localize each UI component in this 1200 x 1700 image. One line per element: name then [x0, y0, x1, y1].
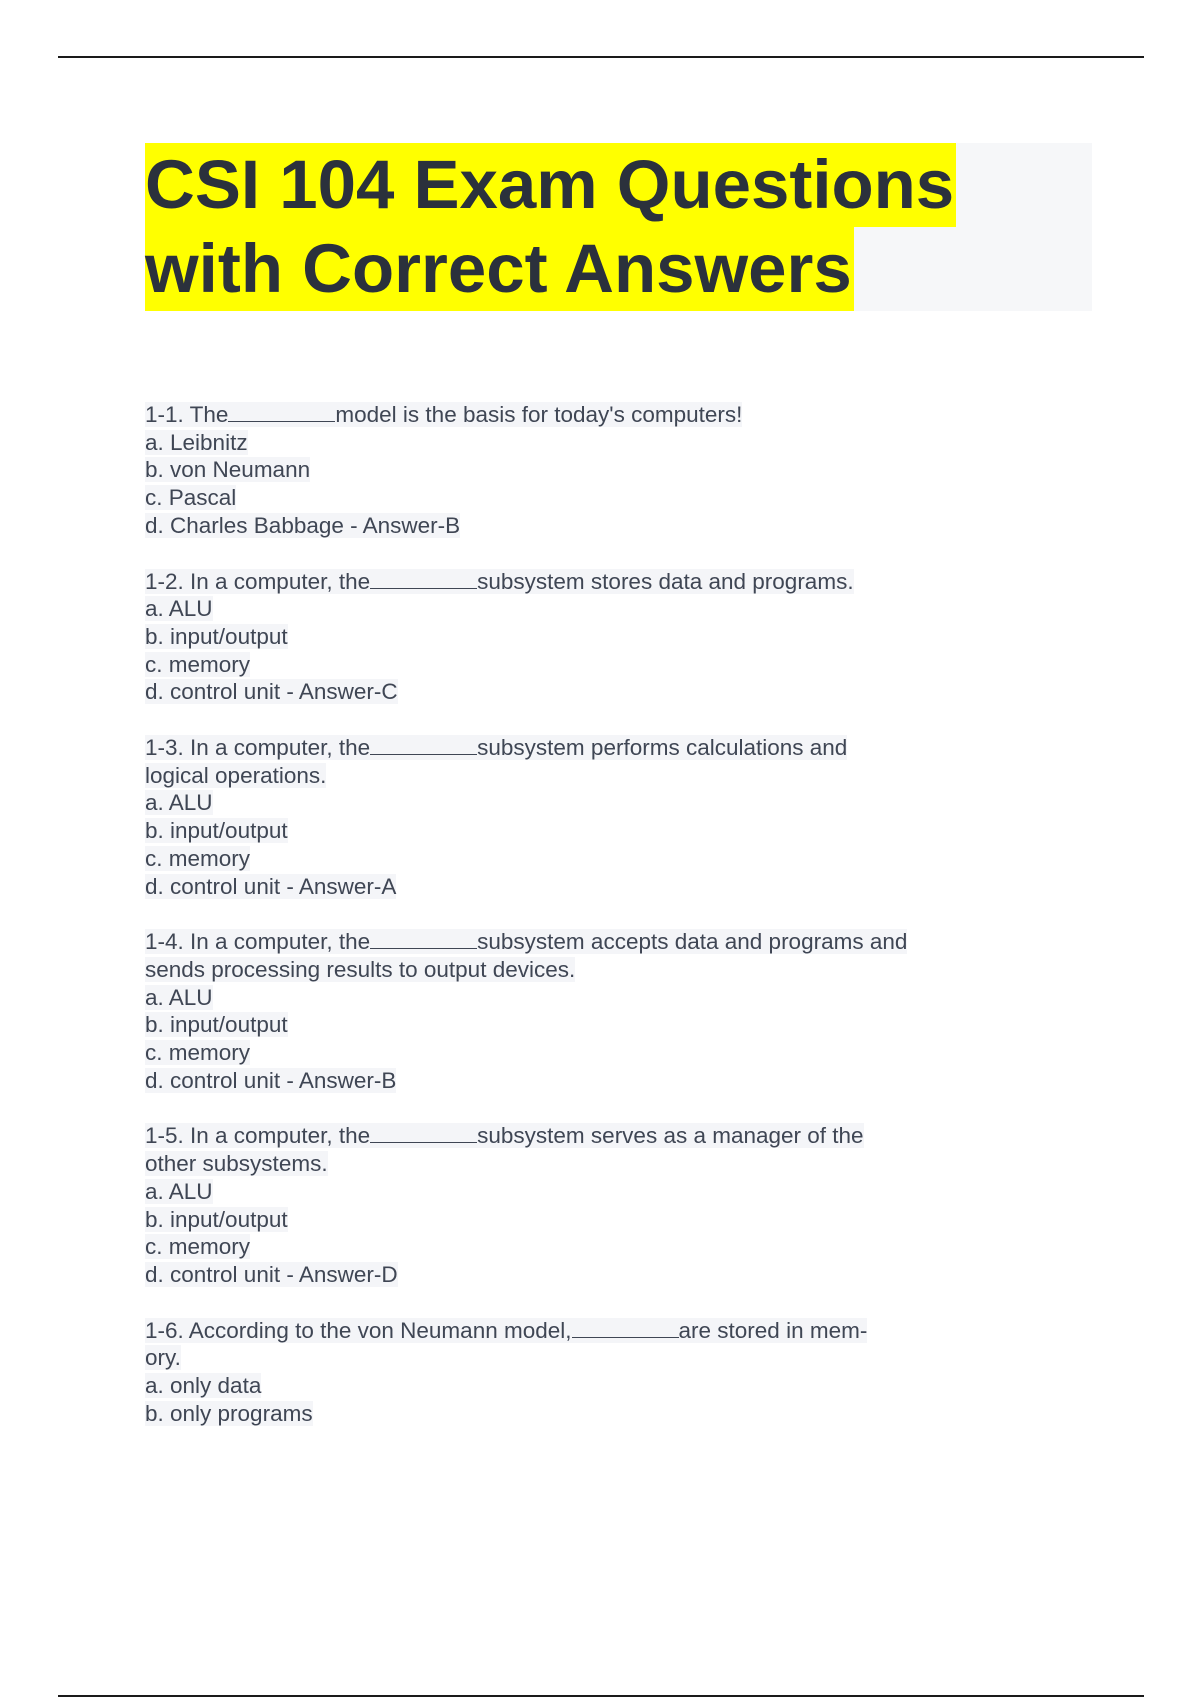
question-list: [145, 401, 1045, 1456]
option-with-answer: d. control unit - Answer-C: [145, 679, 398, 705]
document-title: [145, 143, 1092, 311]
option: a. ALU: [145, 984, 213, 1010]
option: b. input/output: [145, 1012, 288, 1038]
question-1-2: [145, 568, 1045, 707]
option: b. input/output: [145, 818, 288, 844]
answer-blank: [370, 1122, 477, 1143]
option: c. memory: [145, 1040, 251, 1066]
option: b. only programs: [145, 1400, 313, 1426]
option-with-answer: d. Charles Babbage - Answer-B: [145, 512, 461, 538]
question-stem: 1-3. In a computer, the subsystem performs calculations and: [145, 735, 848, 761]
option-with-answer: d. control unit - Answer-A: [145, 873, 397, 899]
question-stem: 1-4. In a computer, the subsystem accepts data and programs and: [145, 929, 908, 955]
question-stem-continued: other subsystems.: [145, 1151, 328, 1177]
option: a. ALU: [145, 790, 213, 816]
title-line-1: CSI 104 Exam Questions: [145, 143, 956, 227]
question-stem: 1-5. In a computer, the subsystem serves as a manager of the: [145, 1123, 864, 1149]
option-with-answer: d. control unit - Answer-B: [145, 1067, 397, 1093]
option: c. memory: [145, 651, 251, 677]
question-stem: 1-6. According to the von Neumann model, are stored in mem-: [145, 1317, 868, 1343]
option: c. memory: [145, 1234, 251, 1260]
option: b. input/output: [145, 1206, 288, 1232]
question-stem-continued: logical operations.: [145, 762, 327, 788]
option-with-answer: d. control unit - Answer-D: [145, 1261, 398, 1287]
title-line-2: with Correct Answers: [145, 227, 854, 311]
answer-blank: [370, 928, 477, 949]
option: c. Pascal: [145, 485, 237, 511]
answer-blank: [370, 568, 477, 589]
question-1-4: [145, 928, 1045, 1094]
question-1-3: [145, 734, 1045, 900]
option: c. memory: [145, 845, 251, 871]
option: a. Leibnitz: [145, 429, 248, 455]
option: a. only data: [145, 1373, 262, 1399]
option: b. von Neumann: [145, 457, 311, 483]
top-rule: [58, 56, 1144, 58]
option: a. ALU: [145, 1178, 213, 1204]
title-block: [145, 143, 1092, 311]
answer-blank: [228, 401, 335, 422]
question-stem-continued: ory.: [145, 1345, 181, 1371]
question-1-5: [145, 1122, 1045, 1288]
question-1-1: [145, 401, 1045, 540]
question-stem-continued: sends processing results to output devices.: [145, 956, 576, 982]
bottom-rule: [58, 1695, 1144, 1697]
question-stem: 1-2. In a computer, the subsystem stores data and programs.: [145, 568, 854, 594]
question-stem: 1-1. The model is the basis for today's computers!: [145, 402, 743, 427]
answer-blank: [370, 734, 477, 755]
question-1-6: [145, 1317, 1045, 1428]
answer-blank: [572, 1317, 679, 1338]
option: a. ALU: [145, 596, 213, 622]
option: b. input/output: [145, 623, 288, 649]
